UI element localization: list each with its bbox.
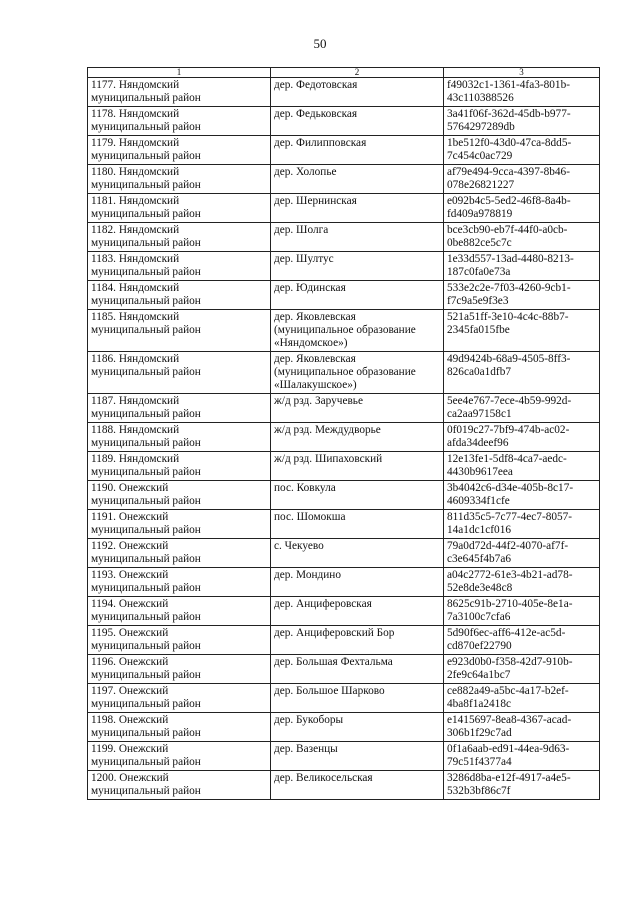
guid-cell: f49032c1-1361-4fa3-801b- 43c110388526 [444, 78, 600, 107]
district-cell: 1189. Няндомский муниципальный район [88, 452, 271, 481]
guid-cell: a04c2772-61e3-4b21-ad78- 52e8de3e48c8 [444, 568, 600, 597]
locality-cell: дер. Букоборы [271, 713, 444, 742]
locality-cell: ж/д рзд. Шипаховский [271, 452, 444, 481]
district-cell: 1187. Няндомский муниципальный район [88, 394, 271, 423]
table-row [88, 742, 600, 771]
district-cell: 1197. Онежский муниципальный район [88, 684, 271, 713]
locality-cell: дер. Федотовская [271, 78, 444, 107]
table-row [88, 394, 600, 423]
table-row [88, 684, 600, 713]
guid-cell: 1e33d557-13ad-4480-8213- 187c0fa0e73a [444, 252, 600, 281]
guid-cell: 0f1a6aab-ed91-44ea-9d63- 79c51f4377a4 [444, 742, 600, 771]
locality-cell: дер. Филипповская [271, 136, 444, 165]
district-cell: 1182. Няндомский муниципальный район [88, 223, 271, 252]
district-cell: 1199. Онежский муниципальный район [88, 742, 271, 771]
guid-cell: e923d0b0-f358-42d7-910b- 2fe9c64a1bc7 [444, 655, 600, 684]
locality-cell: дер. Яковлевская (муниципальное образование «Няндомское») [271, 310, 444, 352]
guid-cell: 5ee4e767-7ece-4b59-992d- ca2aa97158c1 [444, 394, 600, 423]
guid-cell: 5d90f6ec-aff6-412e-ac5d- cd870ef22790 [444, 626, 600, 655]
guid-cell: 0f019c27-7bf9-474b-ac02- afda34deef96 [444, 423, 600, 452]
table-row [88, 136, 600, 165]
table-row [88, 310, 600, 352]
district-cell: 1190. Онежский муниципальный район [88, 481, 271, 510]
table-row [88, 713, 600, 742]
district-cell: 1185. Няндомский муниципальный район [88, 310, 271, 352]
guid-cell: 79a0d72d-44f2-4070-af7f- c3e645f4b7a6 [444, 539, 600, 568]
district-cell: 1195. Онежский муниципальный район [88, 626, 271, 655]
district-cell: 1181. Няндомский муниципальный район [88, 194, 271, 223]
column-number-3: 3 [444, 68, 600, 78]
district-cell: 1180. Няндомский муниципальный район [88, 165, 271, 194]
guid-cell: 1be512f0-43d0-47ca-8dd5- 7c454c0ac729 [444, 136, 600, 165]
table-row [88, 568, 600, 597]
table-row [88, 223, 600, 252]
district-cell: 1200. Онежский муниципальный район [88, 771, 271, 800]
locality-cell: дер. Холопье [271, 165, 444, 194]
table-row [88, 539, 600, 568]
locality-cell: с. Чекуево [271, 539, 444, 568]
column-number-2: 2 [271, 68, 444, 78]
guid-cell: af79e494-9cca-4397-8b46- 078e26821227 [444, 165, 600, 194]
locality-cell: дер. Яковлевская (муниципальное образование «Шалакушское») [271, 352, 444, 394]
locality-cell: дер. Шолга [271, 223, 444, 252]
guid-cell: 811d35c5-7c77-4ec7-8057- 14a1dc1cf016 [444, 510, 600, 539]
locality-cell: дер. Мондино [271, 568, 444, 597]
table-row [88, 597, 600, 626]
table-row [88, 281, 600, 310]
locality-cell: пос. Шомокша [271, 510, 444, 539]
table-row [88, 352, 600, 394]
guid-cell: bce3cb90-eb7f-44f0-a0cb- 0be882ce5c7c [444, 223, 600, 252]
locality-cell: дер. Вазенцы [271, 742, 444, 771]
district-cell: 1186. Няндомский муниципальный район [88, 352, 271, 394]
table-row [88, 626, 600, 655]
locality-cell: ж/д рзд. Заручевье [271, 394, 444, 423]
settlements-table [87, 67, 600, 800]
guid-cell: e092b4c5-5ed2-46f8-8a4b- fd409a978819 [444, 194, 600, 223]
table-row [88, 252, 600, 281]
guid-cell: 3b4042c6-d34e-405b-8c17- 4609334f1cfe [444, 481, 600, 510]
locality-cell: дер. Юдинская [271, 281, 444, 310]
locality-cell: дер. Шултус [271, 252, 444, 281]
guid-cell: 3a41f06f-362d-45db-b977- 5764297289db [444, 107, 600, 136]
guid-cell: 49d9424b-68a9-4505-8ff3- 826ca0a1dfb7 [444, 352, 600, 394]
table-row [88, 481, 600, 510]
district-cell: 1198. Онежский муниципальный район [88, 713, 271, 742]
district-cell: 1184. Няндомский муниципальный район [88, 281, 271, 310]
locality-cell: дер. Великосельская [271, 771, 444, 800]
table-row [88, 78, 600, 107]
table-row [88, 655, 600, 684]
table-row [88, 165, 600, 194]
guid-cell: 8625c91b-2710-405e-8e1a- 7a3100c7cfa6 [444, 597, 600, 626]
locality-cell: дер. Анциферовская [271, 597, 444, 626]
district-cell: 1183. Няндомский муниципальный район [88, 252, 271, 281]
district-cell: 1188. Няндомский муниципальный район [88, 423, 271, 452]
district-cell: 1194. Онежский муниципальный район [88, 597, 271, 626]
table-header-row [88, 68, 600, 78]
table-row [88, 107, 600, 136]
guid-cell: e1415697-8ea8-4367-acad- 306b1f29c7ad [444, 713, 600, 742]
guid-cell: ce882a49-a5bc-4a17-b2ef- 4ba8f1a2418c [444, 684, 600, 713]
district-cell: 1179. Няндомский муниципальный район [88, 136, 271, 165]
column-number-1: 1 [88, 68, 271, 78]
locality-cell: дер. Большое Шарково [271, 684, 444, 713]
locality-cell: пос. Ковкула [271, 481, 444, 510]
district-cell: 1191. Онежский муниципальный район [88, 510, 271, 539]
table-row [88, 771, 600, 800]
locality-cell: дер. Федьковская [271, 107, 444, 136]
guid-cell: 521a51ff-3e10-4c4c-88b7- 2345fa015fbe [444, 310, 600, 352]
locality-cell: ж/д рзд. Междудворье [271, 423, 444, 452]
district-cell: 1178. Няндомский муниципальный район [88, 107, 271, 136]
locality-cell: дер. Анциферовский Бор [271, 626, 444, 655]
page-number: 50 [313, 36, 327, 51]
district-cell: 1196. Онежский муниципальный район [88, 655, 271, 684]
district-cell: 1177. Няндомский муниципальный район [88, 78, 271, 107]
guid-cell: 12e13fe1-5df8-4ca7-aedc- 4430b9617eea [444, 452, 600, 481]
district-cell: 1193. Онежский муниципальный район [88, 568, 271, 597]
locality-cell: дер. Большая Фехтальма [271, 655, 444, 684]
guid-cell: 3286d8ba-e12f-4917-a4e5- 532b3bf86c7f [444, 771, 600, 800]
table-row [88, 452, 600, 481]
table-row [88, 510, 600, 539]
locality-cell: дер. Шернинская [271, 194, 444, 223]
table-row [88, 194, 600, 223]
district-cell: 1192. Онежский муниципальный район [88, 539, 271, 568]
guid-cell: 533e2c2e-7f03-4260-9cb1- f7c9a5e9f3e3 [444, 281, 600, 310]
table-row [88, 423, 600, 452]
